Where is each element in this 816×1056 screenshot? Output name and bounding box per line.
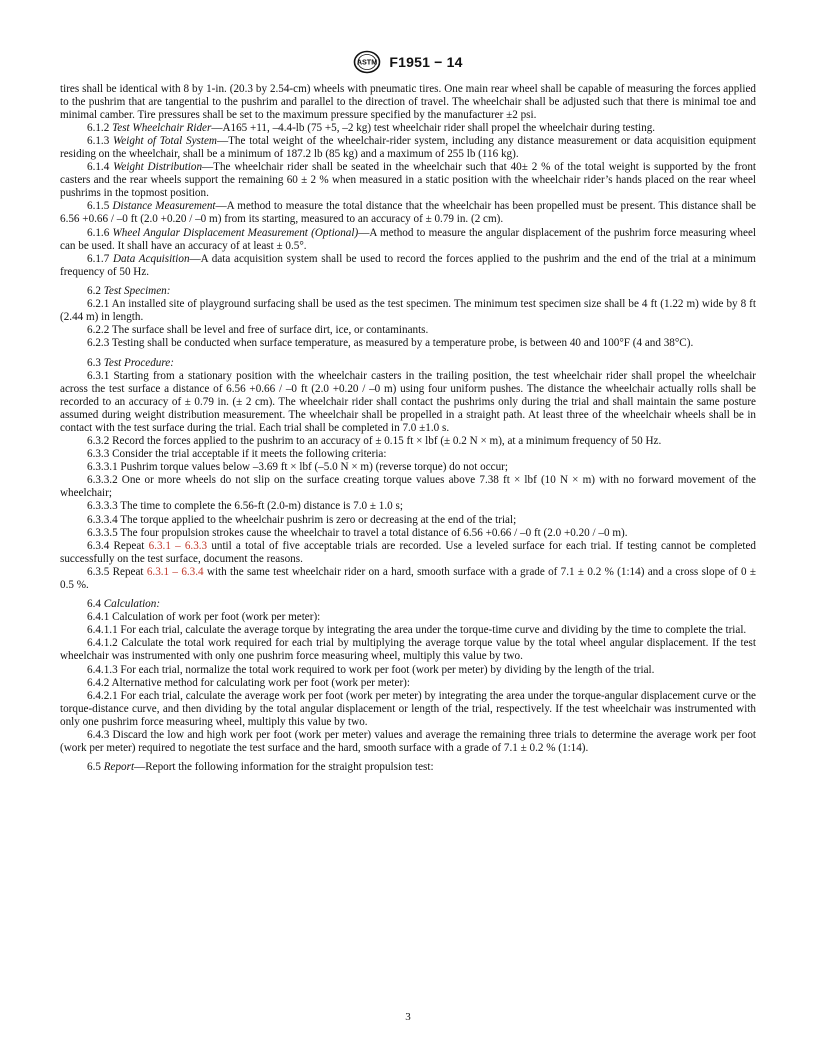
section-6-4-3: 6.4.3 Discard the low and high work per foot (work per meter) values and average the remaining three trials to determine the average work per foot (work per meter) required to negotiate the test surface and the hard, smooth surface with a grade of 7.1 ± 0.2 % (1:14).: [60, 728, 756, 754]
section-text: —The wheelchair rider shall be seated in the wheelchair such that 40± 2 % of the total weight is supported by the front casters and the rear wheels support the remaining 60 ± 2 % when measured in a static position with the wheelchair rider’s hands placed on the rear wheel pushrims in the topmost position.: [60, 161, 756, 200]
section-number: 6.2: [87, 285, 104, 298]
svg-text:ASTM: ASTM: [357, 57, 378, 67]
section-6-1-4: [60, 161, 756, 200]
section-text: —A method to measure the total distance that the wheelchair has been propelled must be present. This distance shall be 6.56 +0.66 / –0 ft (2.0 +0.20 / –0 m) from its starting, measured to an accuracy of ± 0.79 in. (2 cm).: [60, 200, 756, 226]
astm-logo-icon: [353, 50, 381, 74]
section-6-4-1-1: 6.4.1.1 For each trial, calculate the average torque by integrating the area under the torque-time curve and dividing by the time to complete the trial.: [87, 624, 747, 637]
section-title: Data Acquisition: [112, 252, 190, 265]
section-number: 6.4: [87, 598, 104, 611]
section-6-3-2: 6.3.2 Record the forces applied to the pushrim to an accuracy of ± 0.15 ft × lbf (± 0.2 N × m), at a minimum frequency of 50 Hz.: [87, 435, 662, 448]
section-text: —A165 +11, –4.4-lb (75 +5, –2 kg) test wheelchair rider shall propel the wheelchair during testing.: [211, 122, 656, 135]
section-6-3-5: [60, 566, 756, 592]
section-6-2-heading: [60, 285, 756, 298]
section-6-1-5: [60, 200, 756, 226]
section-6-3-3-5: 6.3.3.5 The four propulsion strokes cause the wheelchair to travel a total distance of 6.56 +0.66 / –0 ft (2.0 +0.20 / –0 m).: [87, 526, 628, 539]
section-6-1-6: [60, 227, 756, 253]
section-text: with the same test wheelchair rider on a hard, smooth surface with a grade of 7.1 ± 0.2 % (1:14) and a cross slope of 0 ± 0.5 %.: [60, 565, 756, 591]
section-6-2-3: 6.2.3 Testing shall be conducted when surface temperature, as measured by a temperature probe, is between 40 and 100°F (4 and 38°C).: [87, 337, 694, 350]
section-6-2-1: 6.2.1 An installed site of playground surfacing shall be used as the test specimen. The minimum test specimen size shall be 4 ft (1.22 m) wide by 8 ft (2.44 m) in length.: [60, 298, 756, 324]
section-text: —A method to measure the angular displacement of the pushrim force measuring wheel can be used. It shall have an accuracy of at least ± 0.5°.: [60, 226, 756, 252]
section-6-3-4: [60, 540, 756, 566]
section-number: 6.1.5: [87, 200, 113, 213]
section-text: 6.3.5 Repeat: [87, 565, 147, 578]
section-6-4-1-2: 6.4.1.2 Calculate the total work required for each trial by multiplying the average torque value by the total wheel angular displacement. If the test wheelchair was instrumented with only one pushrim force measuring wheel, multiply this value by two.: [60, 637, 756, 663]
section-text: until a total of five acceptable trials are recorded. Use a leveled surface for each trial. If testing cannot be completed successfully on the test surface, document the reasons.: [60, 539, 756, 565]
section-title: Distance Measurement: [112, 200, 216, 213]
section-number: 6.3: [87, 356, 104, 369]
section-6-4-2: 6.4.2 Alternative method for calculating work per foot (work per meter):: [87, 676, 410, 689]
section-text: 6.3.4 Repeat: [87, 539, 149, 552]
section-6-4-heading: [60, 598, 756, 611]
section-6-1-7: [60, 253, 756, 279]
section-number: 6.5: [87, 761, 104, 774]
section-title: Calculation:: [103, 598, 161, 611]
section-text: —The total weight of the wheelchair-rider system, including any distance measurement or data acquisition equipment residing on the wheelchair, shall be a minimum of 187.2 lb (85 kg) and a maximum of 255 lb (116 kg).: [60, 135, 756, 161]
section-number: 6.1.6: [87, 226, 113, 239]
section-6-3-3-2: 6.3.3.2 One or more wheels do not slip on the surface creating torque values above 7.38 ft × lbf (10 N × m) with no forward movement of the wheelchair;: [60, 474, 756, 500]
section-number: 6.1.4: [87, 161, 114, 174]
section-number: 6.1.2: [87, 122, 113, 135]
section-6-3-heading: [60, 357, 756, 370]
section-6-5: [60, 761, 756, 774]
section-title: Report: [103, 761, 135, 774]
section-6-4-2-1: 6.4.2.1 For each trial, calculate the average work per foot (work per meter) by integrating the area under the torque-angular displacement curve or the torque-distance curve, and then dividing by the total angular displacement or length of the trial, respectively. If the test wheelchair was instrumented with only one pushrim force measuring wheel, multiply this value by two.: [60, 689, 756, 728]
section-title: Weight Distribution: [113, 161, 203, 174]
section-title: Test Wheelchair Rider: [112, 122, 212, 135]
section-6-4-1-3: 6.4.1.3 For each trial, normalize the total work required to work per foot (work per meter) by dividing by the length of the trial.: [87, 663, 655, 676]
section-number: 6.1.3: [87, 135, 114, 148]
section-title: Test Procedure:: [103, 356, 174, 369]
section-6-3-3-3: 6.3.3.3 The time to complete the 6.56-ft (2.0-m) distance is 7.0 ± 1.0 s;: [87, 500, 403, 513]
section-6-3-3-4: 6.3.3.4 The torque applied to the wheelchair pushrim is zero or decreasing at the end of the trial;: [87, 513, 517, 526]
section-6-2-2: 6.2.2 The surface shall be level and free of surface dirt, ice, or contaminants.: [87, 324, 429, 337]
section-6-3-1: 6.3.1 Starting from a stationary position with the wheelchair casters in the trailing position, the test wheelchair rider shall propel the wheelchair across the test surface a distance of 6.56 +0.66 / –0 ft (2.0 +0.20 / –0 m) using four uniform pushes. The distance the wheelchair actually rolls shall be recorded to an accuracy of ± 0.79 in. (± 2 cm). The wheelchair rider shall contact the pushrims only during the trial and shall maintain the same posture assumed during weight distribution measurement. The wheelchair shall be propelled in a straight path. At least three of the wheelchair wheels shall be in contact with the test surface during the trial. Each trial shall be completed in 7.0 ±1.0 s.: [60, 369, 756, 435]
section-title: Wheel Angular Displacement Measurement (Optional): [112, 226, 359, 239]
document-id: F1951 − 14: [389, 54, 463, 70]
section-title: Test Specimen:: [103, 285, 171, 298]
section-6-1-2: [60, 122, 756, 135]
cross-reference-link[interactable]: 6.3.1 – 6.3.4: [146, 565, 204, 578]
section-6-4-1: 6.4.1 Calculation of work per foot (work per meter):: [87, 611, 321, 624]
page-header: [0, 50, 816, 74]
section-6-1-3: [60, 135, 756, 161]
section-text: —A data acquisition system shall be used to record the forces applied to the pushrim and the end of the trial at a minimum frequency of 50 Hz.: [60, 252, 756, 278]
cross-reference-link[interactable]: 6.3.1 – 6.3.3: [148, 539, 208, 552]
section-6-3-3: 6.3.3 Consider the trial acceptable if it meets the following criteria:: [87, 448, 387, 461]
page-number: 3: [405, 1011, 411, 1023]
section-title: Weight of Total System: [113, 135, 217, 148]
section-6-3-3-1: 6.3.3.1 Pushrim torque values below –3.69 ft × lbf (–5.0 N × m) (reverse torque) do not occur;: [87, 461, 508, 474]
section-text: —Report the following information for the straight propulsion test:: [134, 761, 434, 774]
section-number: 6.1.7: [87, 252, 113, 265]
paragraph: tires shall be identical with 8 by 1-in. (20.3 by 2.54-cm) wheels with pneumatic tires. One main rear wheel shall be capable of measuring the forces applied to the pushrim that are tangential to the pushrim and parallel to the direction of travel. The wheelchair shall be adjusted such that there is minimal toe and minimal camber. Tire pressures shall be set to the maximum pressure specified by the manufacturer ±2 psi.: [60, 83, 756, 122]
document-body: [60, 83, 756, 774]
